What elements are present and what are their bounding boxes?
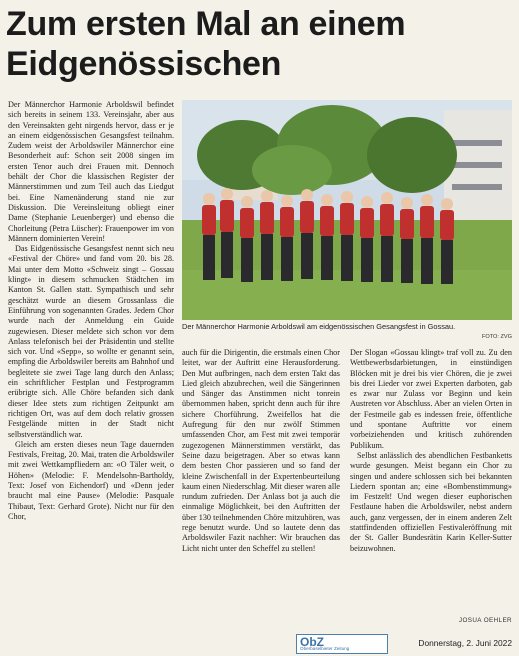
photo-credit: FOTO: ZVG: [481, 334, 512, 340]
paragraph: Das Eidgenössische Gesangsfest nennt sich neu «Festival der Chöre» und fand vom 20. bis 28. Mai unter dem Motto «Schweiz singt – Gossau klingt» in diesem schmucken Städtchen im Kanton St. Gallen statt. Sympathisch und sehr geschätzt wurde an diesem Grossanlass die Einführung von sogenannten Grades. Jedem Chor wurde nach der Anmeldung ein Guide zugewiesen. Dieser meldete sich schon vor dem Anlass telefonisch bei der Präsidentin und stellte sich vor. Und «Sepp», so wollte er genannt sein, empfing die Arboldswiler bereits am Bahnhof und begleitete sie zwei Tage lang durch den Anlass; ein schriftlicher Festplan und Festprogramm erübrigte sich. Alle Chöre befanden sich dank dieser Idee stets zum richtigen Zeitpunkt am richtigen Ort, was auf dem doch relativ grossen Festgelände mitten in der Stadt nicht selbstverständlich war.: [8, 244, 174, 439]
author-name: JOSUA OEHLER: [458, 617, 512, 624]
headline-line-1: Zum ersten Mal an einem: [6, 5, 406, 43]
article-column-3: [350, 348, 512, 614]
paragraph: Selbst anlässlich des abendlichen Festbanketts wurde gesungen. Meist begann ein Chor zu singen und andere schlossen sich bei bekannten Liedern spontan an; eine «Bombenstimmung» im Festzelt! Und wegen dieser euphorischen Festlaune haben die Arboldswiler, nebst andern auch, ganz vergessen, der in einem anderen Zelt stattfindenden offiziellen Festivaleröffnung mit der St. Galler Bundesrätin Karin Keller-Sutter beizuwohnen.: [350, 450, 512, 553]
paragraph: Der Slogan «Gossau klingt» traf voll zu. Zu den Wettbewerbsdarbietungen, in einstündigen Blöcken mit je drei bis vier Chören, die je zwei bis drei Lieder vor zwei Experten darboten, gab es zwar nur Zulass vor Beginn und kein Austreten vor Abschluss. Aber an vielen Orten in der Festmeile gab es indessen freie, öffentliche und spontane Auftritte vor einem vorbeiziehenden und kritisch zuhörenden Publikum.: [350, 348, 512, 450]
article-column-1: [8, 100, 174, 640]
logo-fullname: Oberbaselbieter Zeitung: [300, 646, 350, 651]
newspaper-logo: [296, 634, 388, 654]
choir-photo: [182, 100, 512, 320]
paragraph: auch für die Dirigentin, die erstmals einen Chor leitet, war der Auftritt eine Herausforderung. Den Mut aufbringen, nach dem ersten Takt das Lied gleich abzubrechen, weil die Sängerinnen und Sänger das Anstimmen nicht tonrein übernommen haben, spricht denn auch für ihre sichere Chorführung. Zweifellos hat die Aufregung für den nur zwölf Stimmen umfassenden Chor, am Fest mit zwei temporär zugezogenen Männerstimmen verstärkt, das Seine dazu beigetragen. Aber so etwas kann dem besten Chor passieren und so fand der kleine Zwischenfall in der Expertenbeurteilung kaum einen Niederschlag. Mit dieser waren alle rundum zufrieden. Der Anlass bot ja auch die einmalige Möglichkeit, bei den Auftritten der über 130 teilnehmenden Chöre mitzuhören, was rege benutzt wurde. Und so lautete denn das Arboldswiler Fazit nachher: Wir brauchen das Licht nicht unter den Scheffel zu stellen!: [182, 348, 340, 553]
photo-caption: Der Männerchor Harmonie Arboldswil am eidgenössischen Gesangsfest in Gossau.: [182, 322, 456, 331]
paragraph: Gleich am ersten dieses neun Tage dauernden Festivals, Freitag, 20. Mai, traten die Arboldswiler mit zwei Wettkampfliedern an: «O Täler weit, o Höhen» (Melodie: F. Mendelsohn-Bartholdy, Text: Josef von Eichendorf) und «Denn jeder braucht mal eine Pause» (Melodie: Pasquale Thibaut, Text: Gerhard Grote). Nicht nur für den Chor,: [8, 439, 174, 521]
issue-date: Donnerstag, 2. Juni 2022: [418, 638, 512, 648]
logo-abbreviation: ObZ: [300, 635, 324, 649]
paragraph: Der Männerchor Harmonie Arboldswil befindet sich bereits in seinem 133. Vereinsjahr, aber aus den Vereinsakten geht nirgends hervor, dass er je an einem eidgenössischen Gesangsfest teilnahm. Zudem weist der Arboldswiler Männerchor eine Besonderheit auf: Schon seit 2008 singen im ersten Tenor auch drei Frauen mit. Dennoch behält der Chor die klassischen Register der Männerstimmen und zum Teil auch das Liedgut bei. Eine Namenänderung stand nie zur Diskussion. Die Vereinsleitung obliegt einer Dame (Stephanie Leuenberger) und ebenso die Chorleitung (Petra Lüscher): Frauenpower im von Männern dominierten Verein!: [8, 100, 174, 243]
headline-line-2: Eidgenössischen: [6, 45, 282, 83]
article-headline: [6, 4, 516, 84]
article-column-2: [182, 348, 340, 618]
